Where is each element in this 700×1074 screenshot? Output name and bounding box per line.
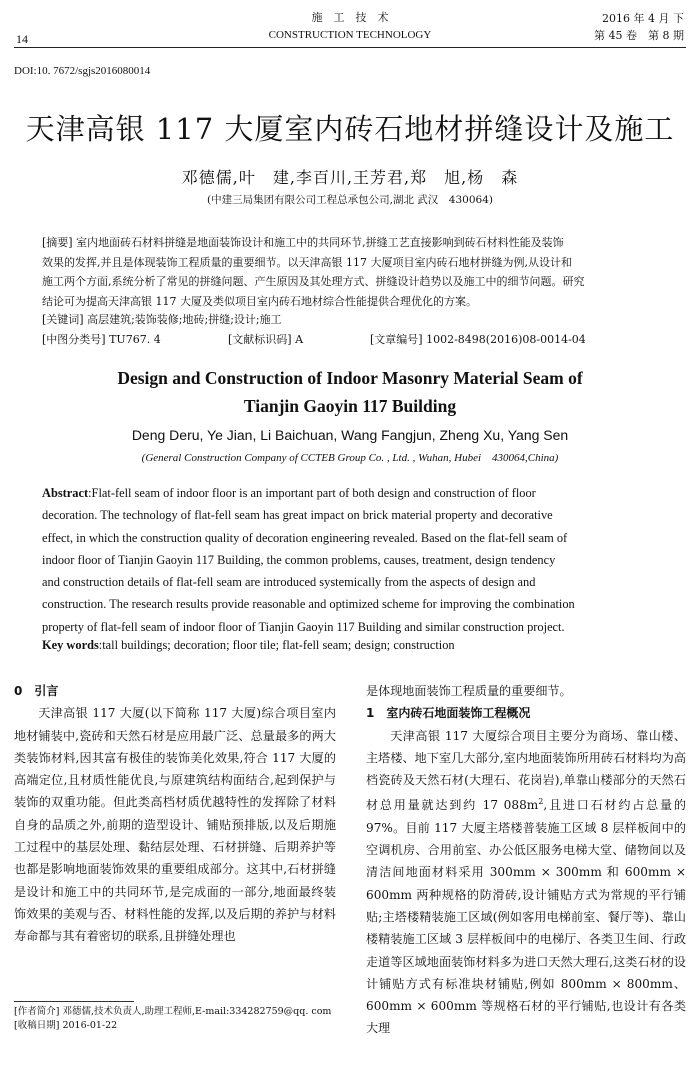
affiliation-zh: (中建三局集团有限公司工程总承包公司,湖北 武汉 430064) [207,194,493,206]
issue-volume: 第 45 卷 第 8 期 [594,29,684,42]
keywords-zh-text: 高层建筑;装饰装修;地砖;拼缝;设计;施工 [87,313,282,326]
journal-name-zh: 施 工 技 术 [311,12,389,24]
title-zh: 天津高银 117 大厦室内砖石地材拼缝设计及施工 [25,112,675,146]
abstract-en-line: decoration. The technology of flat-fell seam has great impact on brick material property and decorative [42,508,553,523]
issue-date: 2016 年 4 月 下 [602,12,684,25]
abstract-en-line: construction. The research results provide reasonable and optimized scheme for improving the combination [42,597,575,612]
section-overview-paragraph: 天津高银 117 大厦综合项目主要分为商场、靠山楼、主塔楼、地下室几大部分,室内地面装饰所用砖石材料均为高档瓷砖及天然石材(大理石、花岗岩),单靠山楼部分的天然石材总用量就达到约 17 $088m^2$,且进口石材约占总量的 97%。目前 117 大厦主塔楼普装施工区域 8 层样板间中的空调机房、合用前室、办公低区服务电梯大堂、储物间以及清洁间地面材料采用 300mm × 300mm 和 600mm × 600mm 两种规格的防滑砖,设计铺贴方式为常规的平行铺贴;主塔楼精装施工区域(例如客用电梯前室、餐厅等)、靠山楼精装施工区域 3 层样板间中的电梯厅、各类卫生间、行政走道等区域地面装饰材料多为进口天然大理石,这类石材的设计铺贴方式有标准块材铺贴,例如 800mm × 800mm、600mm × 600mm 等规格石材的平行铺贴,也设计有各类大理 [366,728,686,1036]
issue-info [594,10,684,44]
affiliation-en: (General Construction Company of CCTEB Group Co. , Ltd. , Wuhan, Hubei 430064,China) [141,452,559,464]
abstract-en-line: effect, in which the construction quality of decoration engineering revealed. Based on the flat-fell seam of [42,530,568,545]
keywords-zh [42,311,282,327]
authors-en: Deng Deru, Ye Jian, Li Baichuan, Wang Fangjun, Zheng Xu, Yang Sen [131,427,569,443]
footnote-rule [14,1001,134,1002]
authors-zh: 邓德儒,叶 建,李百川,王芳君,郑 旭,杨 森 [181,168,519,187]
title-en: Design and Construction of Indoor Masonry Material Seam of Tianjin Gaoyin 117 Building [117,368,583,416]
received-date: [收稿日期] 2016-01-22 [14,1020,118,1031]
author-bio: [作者简介] 邓德儒,技术负责人,助理工程师,E-mail:334282759@qq. com [14,1006,332,1017]
section-heading-intro: 0 引言 [14,684,59,698]
clc-number: [中图分类号] TU767. 4 [42,333,161,346]
abstract-en-label: Abstract [42,486,89,500]
keywords-en [42,638,455,653]
abstract-zh-line: 施工两个方面,系统分析了常见的拼缝问题、产生原因及其处理方式、拼缝设计趋势以及施工中的细节问题。研究 [42,275,585,288]
section-intro-paragraph: 天津高银 117 大厦(以下简称 117 大厦)综合项目室内地材铺装中,瓷砖和天然石材是应用最广泛、总量最多的两大类装饰材料,因其富有极佳的装饰美化效果,符合 117 大厦的高端定位,且材质性能优良,与原建筑结构面结合,起到保护与装饰的双重功能。但此类高档材质优越特性的发挥除了材料自身的品质之外,前期的造型设计、铺贴预排版,以及后期施工过程中的基层处理、黏结层处理、石材拼缝、后期养护等也都是影响地面装饰效果的重要组成部分。这其中,石材拼缝是设计和施工中的共同环节,是完成面的一部分,地面最终装饰效果的美观与否、材料性能的发挥,以及后期的养护与材料寿命都与其有着密切的联系,且拼缝处理也 [14,706,336,944]
header-rule [14,47,686,48]
page-number: 14 [16,32,28,46]
abstract-en [42,482,658,638]
section-heading-overview: 1 室内砖石地面装饰工程概况 [366,706,531,721]
document-code: [文献标识码] A [228,333,304,346]
abstract-zh-line: [摘要] 室内地面砖石材料拼缝是地面装饰设计和施工中的共同环节,拼缝工艺直接影响到砖石材料性能及装饰 [42,236,564,249]
article-number: [文章编号] 1002-8498(2016)08-0014-04 [370,333,586,346]
footnote [14,1005,336,1033]
abstract-zh-label: [摘要] [42,236,73,249]
abstract-en-line: Abstract:Flat-fell seam of indoor floor is an important part of both design and construction of floor [42,486,536,500]
keywords-en-label: Key words [42,638,99,652]
abstract-zh [42,233,660,311]
abstract-en-line: property of flat-fell seam of indoor floor of Tianjin Gaoyin 117 Building and similar construction project. [42,619,565,634]
abstract-en-line: and construction details of flat-fell seam are introduced systemically from the aspects of design and [42,575,536,590]
keywords-en-text: :tall buildings; decoration; floor tile; flat-fell seam; design; construction [98,638,455,652]
abstract-en-line: indoor floor of Tianjin Gaoyin 117 Building, the common problems, causes, treatment, design tendency [42,552,556,567]
doi: DOI:10. 7672/sgjs2016080014 [14,65,151,77]
journal-name-en: CONSTRUCTION TECHNOLOGY [268,29,432,41]
abstract-zh-line: 效果的发挥,并且是体现装饰工程质量的重要细节。以天津高银 117 大厦项目室内砖石地材拼缝为例,从设计和 [42,255,572,269]
body-column-right [366,680,686,1040]
continuation-text: 是体现地面装饰工程质量的重要细节。 [366,684,572,698]
body-column-left [14,680,336,948]
keywords-zh-label: [关键词] [42,313,84,326]
abstract-zh-line: 结论可为提高天津高银 117 大厦及类似项目室内砖石地材综合性能提供合理优化的方案。 [42,294,477,308]
